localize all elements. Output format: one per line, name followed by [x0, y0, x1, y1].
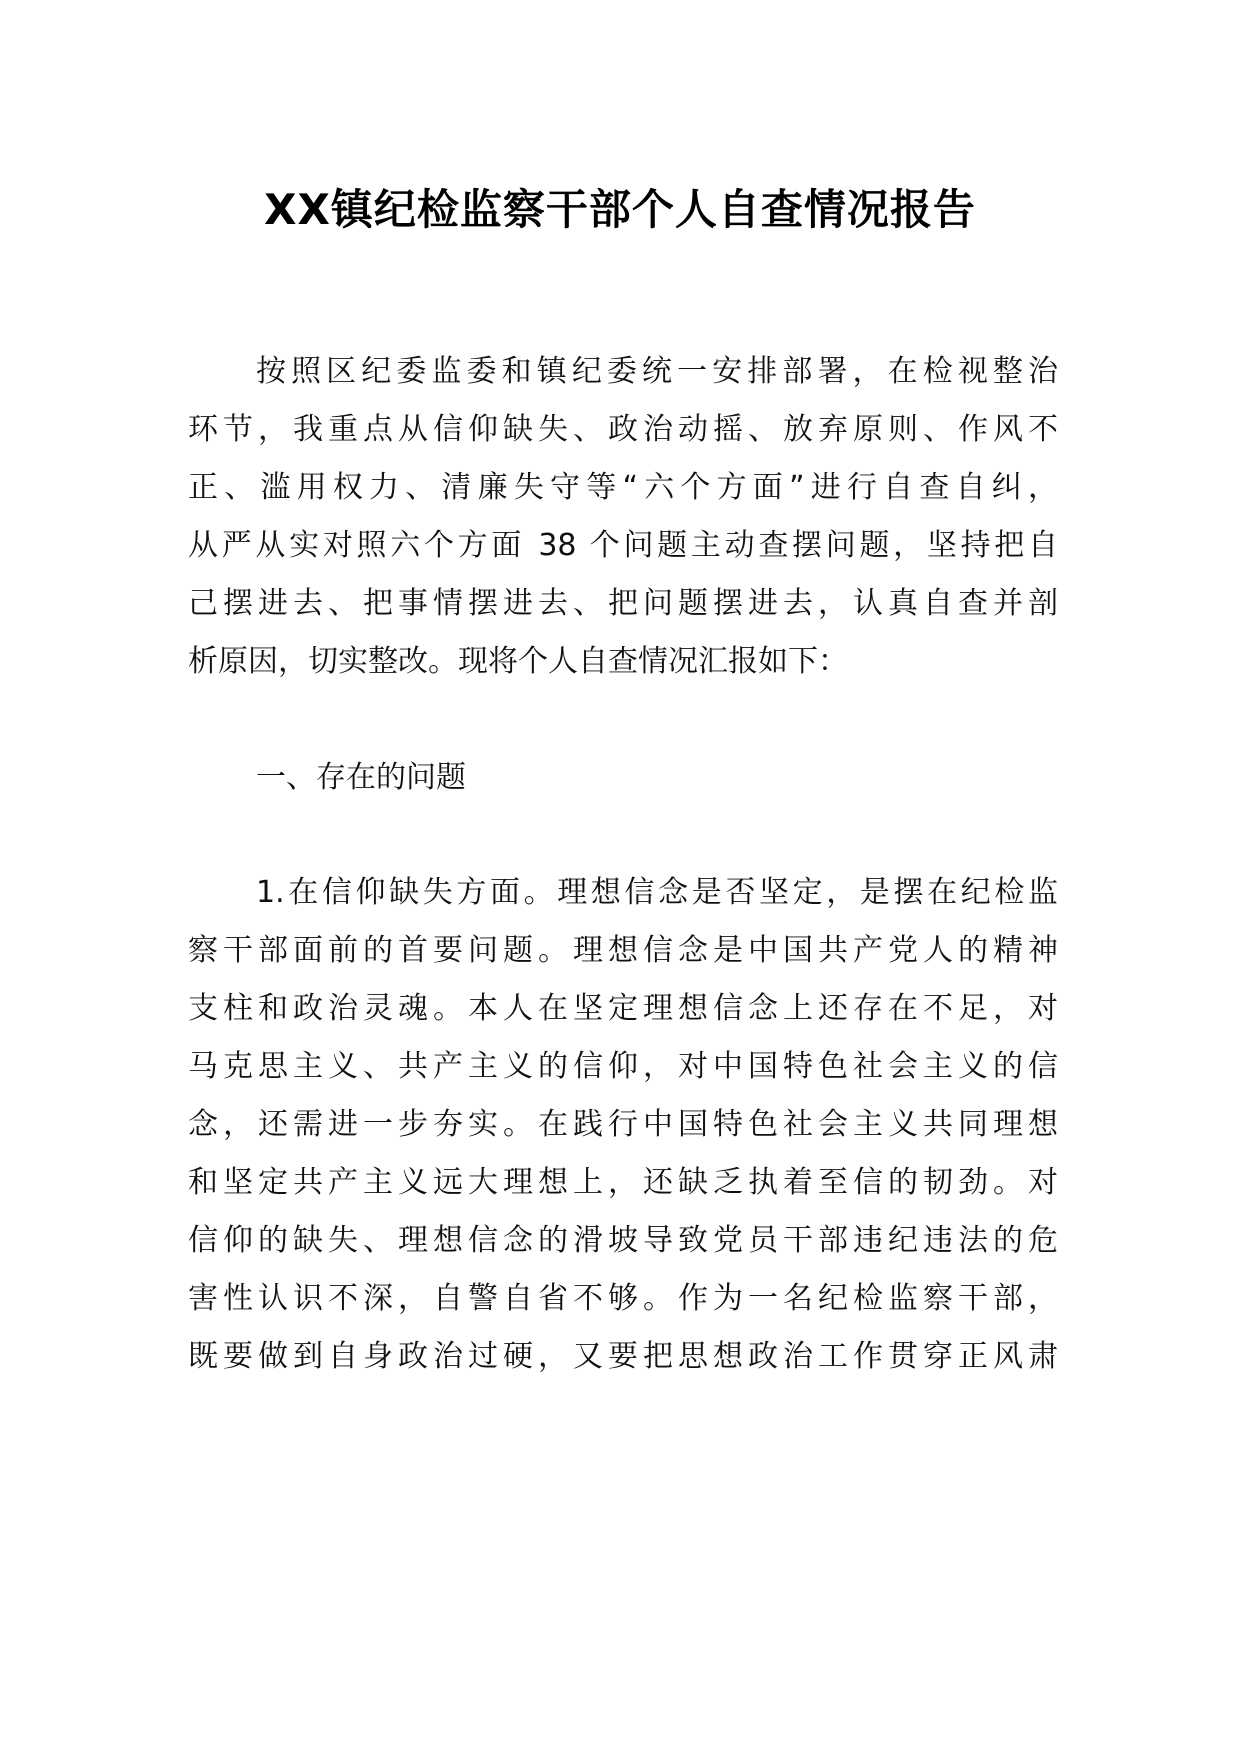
- paragraph-line: 析原因，切实整改。现将个人自查情况汇报如下：: [188, 644, 848, 679]
- document-title: XX镇纪检监察干部个人自查情况报告: [264, 185, 976, 234]
- paragraph-line: 马克思主义、共产主义的信仰，对中国特色社会主义的信: [188, 1049, 1058, 1084]
- paragraph-line: 念，还需进一步夯实。在践行中国特色社会主义共同理想: [188, 1107, 1058, 1142]
- paragraph-line: 按照区纪委监委和镇纪委统一安排部署，在检视整治: [256, 354, 1058, 389]
- paragraph-line: 察干部面前的首要问题。理想信念是中国共产党人的精神: [188, 933, 1058, 968]
- paragraph-line: 正、滥用权力、清廉失守等“六个方面”进行自查自纠，: [188, 470, 1058, 505]
- paragraph-line: 既要做到自身政治过硬，又要把思想政治工作贯穿正风肃: [188, 1339, 1058, 1374]
- paragraph-line: 信仰的缺失、理想信念的滑坡导致党员干部违纪违法的危: [188, 1223, 1058, 1258]
- paragraph-line: 1.在信仰缺失方面。理想信念是否坚定，是摆在纪检监: [256, 875, 1058, 910]
- paragraph-line: 从严从实对照六个方面 38 个问题主动查摆问题，坚持把自: [188, 528, 1058, 563]
- paragraph-line: 和坚定共产主义远大理想上，还缺乏执着至信的韧劲。对: [188, 1165, 1058, 1200]
- paragraph-line: 害性认识不深，自警自省不够。作为一名纪检监察干部，: [188, 1281, 1058, 1316]
- paragraph-line: 己摆进去、把事情摆进去、把问题摆进去，认真自查并剖: [188, 586, 1058, 621]
- section-heading: 一、存在的问题: [256, 760, 466, 795]
- paragraph-line: 支柱和政治灵魂。本人在坚定理想信念上还存在不足，对: [188, 991, 1058, 1026]
- paragraph-line: 环节，我重点从信仰缺失、政治动摇、放弃原则、作风不: [188, 412, 1058, 447]
